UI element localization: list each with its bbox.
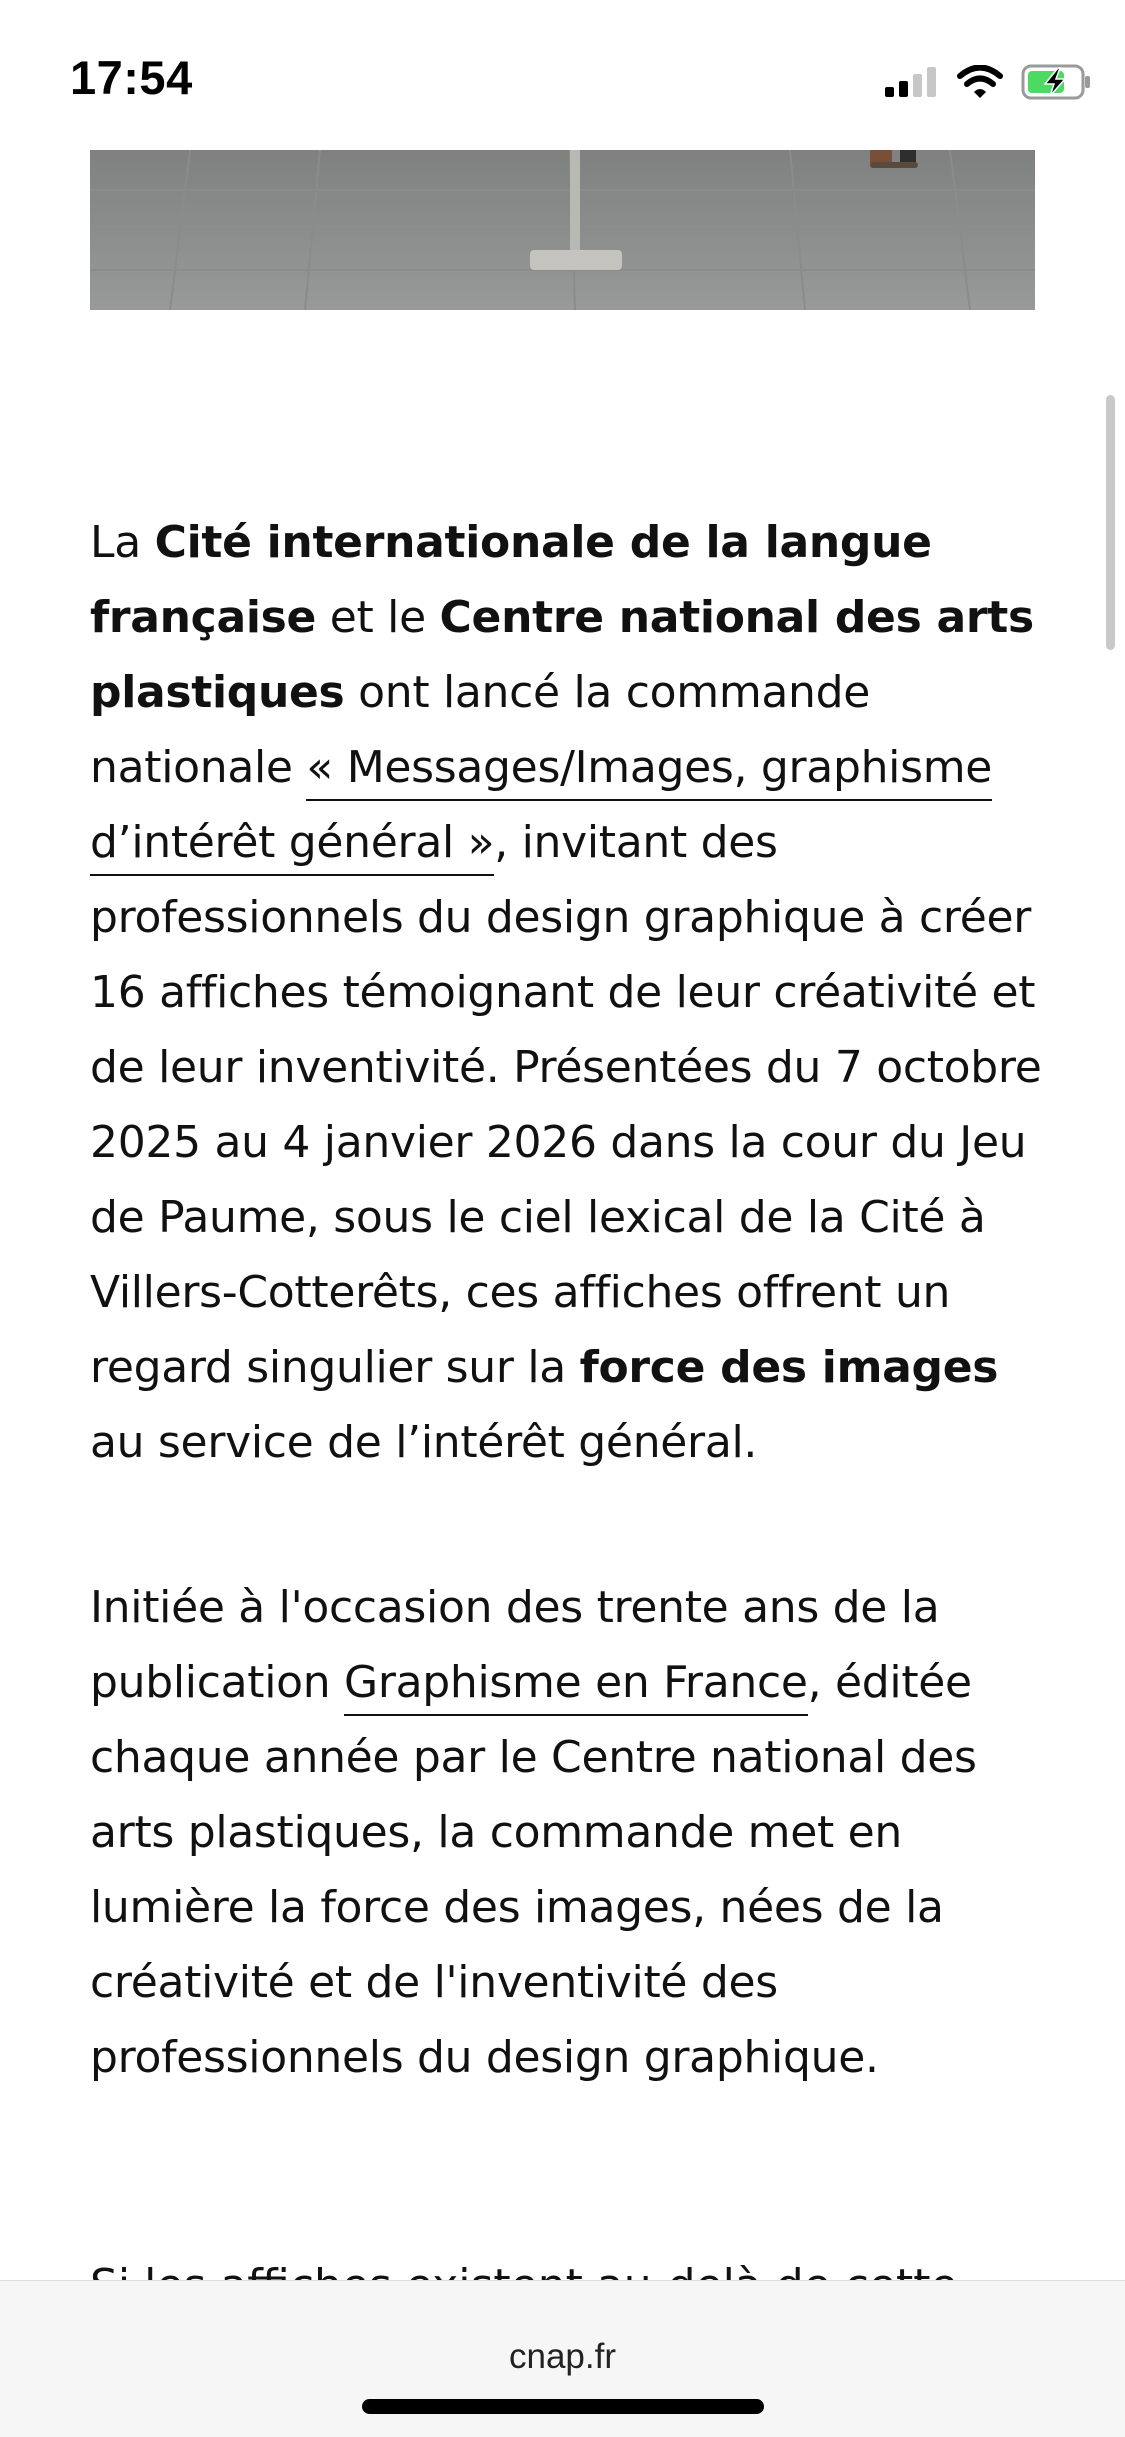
graphisme-en-france-link[interactable]: Graphisme en France bbox=[344, 1657, 808, 1716]
status-time: 17:54 bbox=[70, 51, 193, 104]
scroll-indicator[interactable] bbox=[1106, 395, 1115, 650]
status-bar bbox=[0, 0, 1125, 150]
text-run: , éditée chaque année par le Centre national des arts plastiques, la commande met en lumière la force des images, nées de la créativité et de l'inventivité des professionnels du design graphique. bbox=[90, 1657, 977, 2083]
article-paragraph-1 bbox=[90, 505, 1045, 1480]
hero-photo-art bbox=[90, 150, 1035, 310]
text-run: au service de l’intérêt général. bbox=[90, 1417, 758, 1468]
article-paragraph-2 bbox=[90, 1570, 1045, 2095]
text-run: et le bbox=[316, 592, 440, 643]
wifi-icon bbox=[957, 65, 1003, 99]
home-indicator[interactable] bbox=[362, 2399, 764, 2414]
status-icons bbox=[885, 60, 1091, 104]
bold-phrase: force des images bbox=[579, 1342, 999, 1393]
messages-images-link[interactable]: « Messages/Images, graphisme d’intérêt général » bbox=[90, 742, 992, 876]
hero-photo bbox=[90, 150, 1035, 310]
bold-org-name: Cité internationale de la langue française bbox=[90, 517, 932, 643]
text-run: La bbox=[90, 517, 155, 568]
article-body bbox=[90, 505, 1045, 2095]
address-bar-url[interactable]: cnap.fr bbox=[509, 2337, 616, 2376]
browser-bottom-bar bbox=[0, 2280, 1125, 2437]
cellular-signal-icon bbox=[885, 67, 939, 97]
text-run: Initiée à l'occasion des trente ans de la publication bbox=[90, 1582, 940, 1708]
text-run: ont lancé la commande nationale bbox=[90, 667, 871, 793]
battery-charging-icon bbox=[1021, 64, 1091, 100]
bold-org-name: Centre national des arts plastiques bbox=[90, 592, 1034, 718]
text-run: , invitant des professionnels du design graphique à créer 16 affiches témoignant de leur créativité et de leur inventivité. Présentées du 7 octobre 2025 au 4 janvier 2026 dans la cour du Jeu de Paume, sous le ciel lexical de la Cité à Villers-Cotterêts, ces affiches offrent un regard singulier sur la bbox=[90, 817, 1042, 1393]
